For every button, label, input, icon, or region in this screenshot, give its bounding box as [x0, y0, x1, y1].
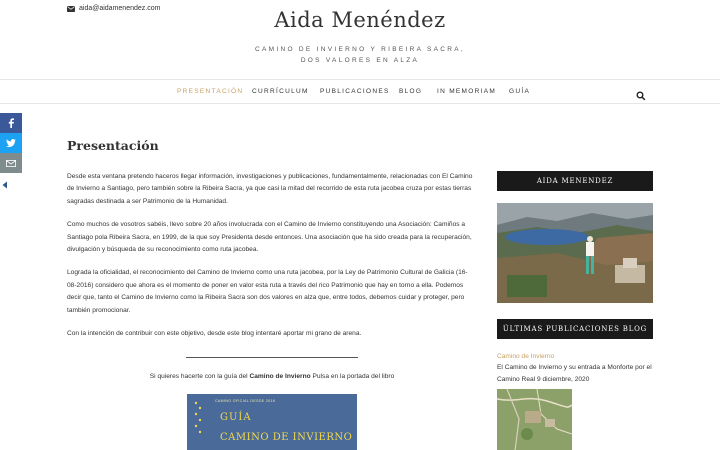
page-title: Presentación	[67, 138, 159, 153]
guide-suffix: Pulsa en la portada del libro	[310, 373, 395, 381]
facebook-icon	[7, 118, 15, 128]
guide-prefix: Si quieres hacerte con la guía del	[149, 373, 250, 381]
twitter-icon	[6, 139, 16, 147]
chevron-left-icon	[1, 181, 9, 189]
landscape-photo-image	[497, 203, 653, 303]
post-excerpt[interactable]: El Camino de Invierno y su entrada a Monforte por el Camino Real 9 diciembre, 2020	[497, 364, 652, 384]
main-navigation	[0, 80, 720, 104]
book-title-line-2: CAMINO DE INVIERNO	[220, 432, 353, 443]
intro-paragraph-3: Lograda la oficialidad, el reconocimiento del Camino de Invierno como una ruta jacobea, por la Ley de Patrimonio Cultural de Galicia (16-08-2016) considero que ahora es el momento de poner en valor esta ruta a través del rico Patrimonio que hay en torno a ella. Podemos decir que, tanto el Camino de Invierno como la Ribeira Sacra son dos valores en alza que, entre todos, debemos cuidar y proteger, pero también promocionar.	[67, 269, 468, 314]
nav-item-curriculum[interactable]: CURRÍCULUM	[252, 88, 309, 95]
post-thumbnail[interactable]	[497, 389, 572, 450]
about-widget-title: AIDA MENENDEZ	[497, 171, 653, 191]
book-title-line-1: GUÍA	[220, 412, 252, 423]
share-facebook-button[interactable]	[0, 113, 22, 133]
author-photo[interactable]	[497, 203, 653, 303]
posts-widget-title: ÚLTIMAS PUBLICACIONES BLOG	[497, 319, 653, 339]
nav-item-blog[interactable]: BLOG	[399, 88, 423, 95]
share-collapse-toggle[interactable]	[1, 176, 9, 184]
nav-item-in-memoriam[interactable]: IN MEMORIAM	[437, 88, 497, 95]
site-header	[0, 0, 720, 80]
nav-item-publicaciones[interactable]: PUBLICACIONES	[320, 88, 390, 95]
nav-item-guia[interactable]: GUÍA	[509, 88, 531, 95]
book-subtitle: CAMINO OFICIAL DESDE 2016	[215, 399, 276, 403]
search-icon	[636, 91, 646, 101]
post-category-link[interactable]: Camino de Invierno	[497, 353, 555, 360]
content-divider	[186, 357, 358, 358]
share-email-button[interactable]	[0, 153, 22, 173]
intro-paragraph-2: Como muchos de vosotros sabéis, llevo sobre 20 años involucrada con el Camino de Invierno constituyendo una Asociación: Camiños a Santiago pola Ribeira Sacra, en 1999, de la que soy Presidenta desde entonces. Una asociación que ha sido creada para la recuperación, divulgación y búsqueda de su reconocimiento como ruta jacobea.	[67, 221, 472, 254]
main-content	[67, 138, 477, 443]
guide-invitation	[67, 373, 477, 380]
email-icon	[6, 160, 16, 167]
share-twitter-button[interactable]	[0, 133, 22, 153]
guide-book-cover[interactable]	[187, 394, 357, 450]
search-button[interactable]	[636, 88, 646, 98]
nav-item-presentacion[interactable]: PRESENTACIÓN	[177, 88, 244, 95]
guide-bold-text: Camino de Invierno	[249, 373, 311, 381]
email-text: aida@aidamenendez.com	[79, 5, 161, 12]
intro-paragraph-1: Desde esta ventana pretendo haceros llegar información, investigaciones y publicaciones, fundamentalmente, relacionadas con El Camino de Invierno a Santiago, pero también sobre la Ribeira Sacra, ya que casi la mitad del recorrido de esta ruta jacobea cruza por estas tierras sagradas destinada a ser Patrimonio de la Humanidad.	[67, 173, 473, 205]
star-decoration-icon	[193, 400, 203, 440]
map-thumbnail-image	[497, 389, 572, 450]
site-tagline: CAMINO DE INVIERNO Y RIBEIRA SACRA, DOS VALORES EN ALZA	[255, 46, 465, 64]
intro-paragraph-4: Con la intención de contribuir con este objetivo, desde este blog intentaré aportar mi grano de arena.	[67, 330, 362, 338]
sidebar	[497, 171, 653, 450]
site-title[interactable]: Aida Menéndez	[274, 8, 446, 32]
